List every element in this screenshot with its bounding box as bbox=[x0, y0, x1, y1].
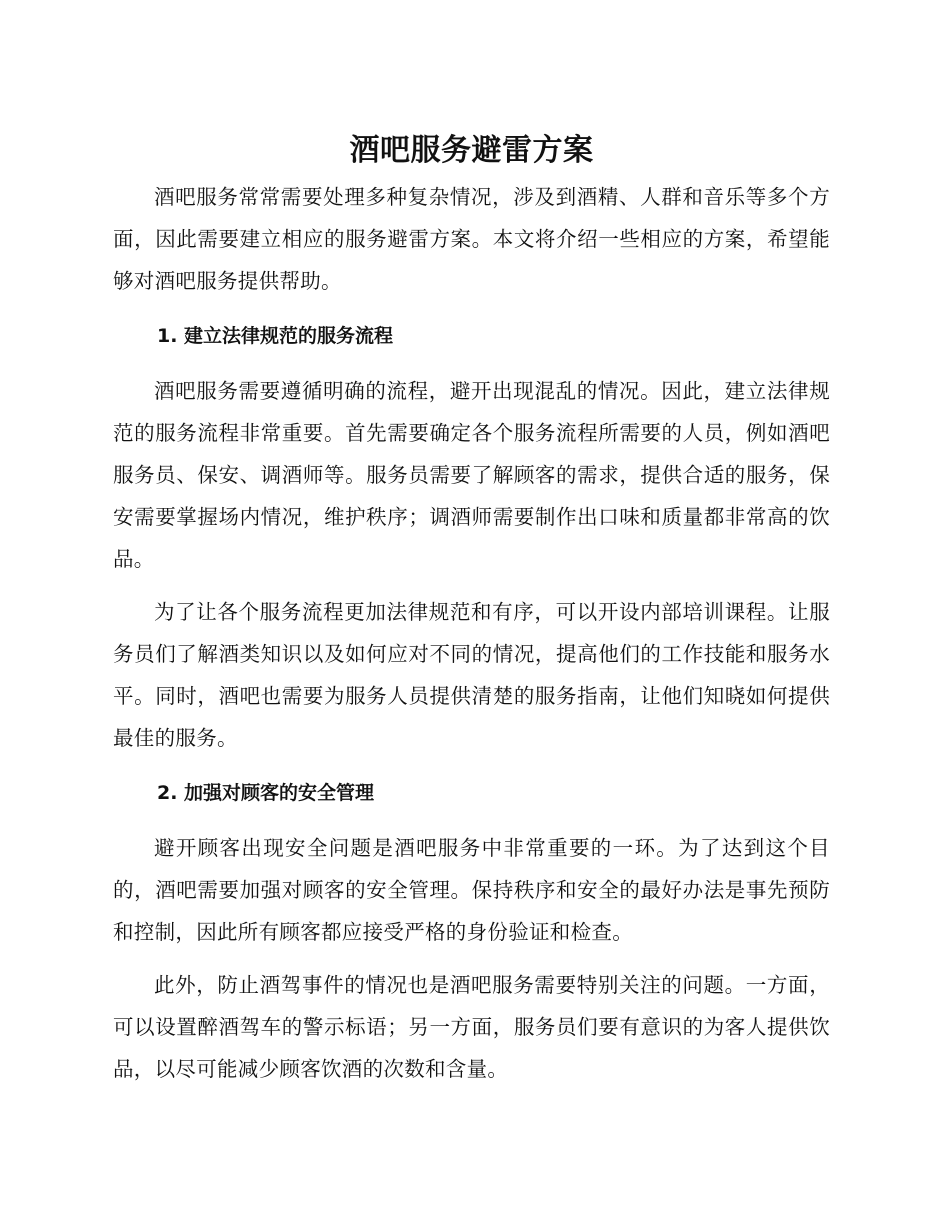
section-1-paragraph-2: 为了让各个服务流程更加法律规范和有序，可以开设内部培训课程。让服务员们了解酒类知识以及如何应对不同的情况，提高他们的工作技能和服务水平。同时，酒吧也需要为服务人员提供清楚的服务指南，让他们知晓如何提供最佳的服务。 bbox=[113, 600, 830, 750]
section-2-heading: 2. 加强对顾客的安全管理 bbox=[157, 782, 375, 804]
section-2-paragraph-1: 避开顾客出现安全问题是酒吧服务中非常重要的一环。为了达到这个目的，酒吧需要加强对顾客的安全管理。保持秩序和安全的最好办法是事先预防和控制，因此所有顾客都应接受严格的身份验证和检查。 bbox=[113, 836, 830, 944]
intro-paragraph: 酒吧服务常常需要处理多种复杂情况，涉及到酒精、人群和音乐等多个方面，因此需要建立相应的服务避雷方案。本文将介绍一些相应的方案，希望能够对酒吧服务提供帮助。 bbox=[113, 185, 830, 293]
document-page bbox=[113, 128, 830, 1090]
section-1-heading: 1. 建立法律规范的服务流程 bbox=[157, 325, 394, 347]
document-title: 酒吧服务避雷方案 bbox=[349, 133, 594, 168]
section-2-paragraph-2: 此外，防止酒驾事件的情况也是酒吧服务需要特别关注的问题。一方面，可以设置醉酒驾车的警示标语；另一方面，服务员们要有意识的为客人提供饮品，以尽可能减少顾客饮酒的次数和含量。 bbox=[113, 973, 830, 1081]
section-1-paragraph-1: 酒吧服务需要遵循明确的流程，避开出现混乱的情况。因此，建立法律规范的服务流程非常重要。首先需要确定各个服务流程所需要的人员，例如酒吧服务员、保安、调酒师等。服务员需要了解顾客的需求，提供合适的服务，保安需要掌握场内情况，维护秩序；调酒师需要制作出口味和质量都非常高的饮品。 bbox=[113, 379, 830, 571]
